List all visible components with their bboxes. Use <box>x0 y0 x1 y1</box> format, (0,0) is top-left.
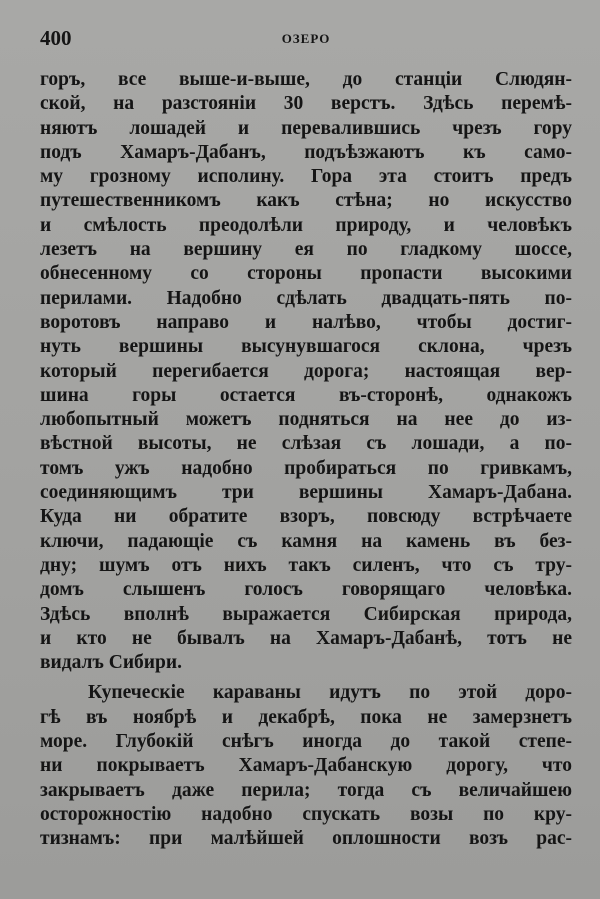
text-line: воротовъ направо и налѣво, чтобы достиг- <box>40 311 572 333</box>
text-line: обнесенному со стороны пропасти высокими <box>40 263 572 285</box>
paragraph <box>40 681 572 851</box>
text-line: ключи, падающіе съ камня на камень въ без- <box>40 530 572 552</box>
text-line: тизнамъ: при малѣйшей оплошности возъ рас- <box>40 828 572 850</box>
paragraph <box>40 68 572 675</box>
text-line: домъ слышенъ голосъ говорящаго человѣка. <box>40 579 572 601</box>
page-header <box>40 18 572 58</box>
text-line: видалъ Сибири. <box>40 652 182 674</box>
text-line: и кто не бывалъ на Хамаръ-Дабанѣ, тотъ не <box>40 627 572 649</box>
text-line: му грозному исполину. Гора эта стоитъ предъ <box>40 166 572 188</box>
text-line: шина горы остается въ-сторонѣ, однакожъ <box>40 384 572 406</box>
text-line: который перегибается дорога; настоящая вер- <box>40 360 572 382</box>
text-line: томъ ужъ надобно пробираться по гривкамъ, <box>40 457 572 479</box>
text-line: путешественникомъ какъ стѣна; но искусство <box>40 190 572 212</box>
text-line: море. Глубокій снѣгъ иногда до такой степе- <box>40 731 572 753</box>
body-text <box>40 68 572 852</box>
text-line: нуть вершины высунувшагося склона, чрезъ <box>40 336 572 358</box>
text-line: перилами. Надобно сдѣлать двадцать-пять по- <box>40 287 572 309</box>
text-line: закрываетъ даже перила; тогда съ величайшею <box>40 779 572 801</box>
text-line: подъ Хамаръ-Дабанъ, подъѣзжаютъ къ само- <box>40 141 572 163</box>
text-line: Купеческіе караваны идутъ по этой доро- <box>88 682 572 704</box>
text-line: любопытный можетъ подняться на нее до из- <box>40 409 572 431</box>
text-line: и смѣлость преодолѣли природу, и человѣкъ <box>40 214 572 236</box>
text-line: вѣстной высоты, не слѣзая съ лошади, а по- <box>40 433 572 455</box>
text-line: дну; шумъ отъ нихъ такъ силенъ, что съ тру- <box>40 554 572 576</box>
text-line: Куда ни обратите взоръ, повсюду встрѣчаете <box>40 506 572 528</box>
text-line: ни покрываетъ Хамаръ-Дабанскую дорогу, что <box>40 755 572 777</box>
text-line: няютъ лошадей и перевалившись чрезъ гору <box>40 117 572 139</box>
running-head: ОЗЕРО <box>281 31 331 46</box>
text-line: лезетъ на вершину ея по гладкому шоссе, <box>40 239 572 261</box>
page-number: 400 <box>40 26 72 50</box>
text-line: Здѣсь вполнѣ выражается Сибирская природа, <box>40 603 572 625</box>
text-line: горъ, все выше-и-выше, до станціи Слюдян- <box>40 69 572 90</box>
text-line: осторожностію надобно спускать возы по кру- <box>40 803 572 825</box>
text-line: ской, на разстояніи 30 верстъ. Здѣсь перемѣ- <box>40 93 572 115</box>
text-line: гѣ въ ноябрѣ и декабрѣ, пока не замерзнетъ <box>40 706 572 728</box>
text-line: соединяющимъ три вершины Хамаръ-Дабана. <box>40 482 572 504</box>
